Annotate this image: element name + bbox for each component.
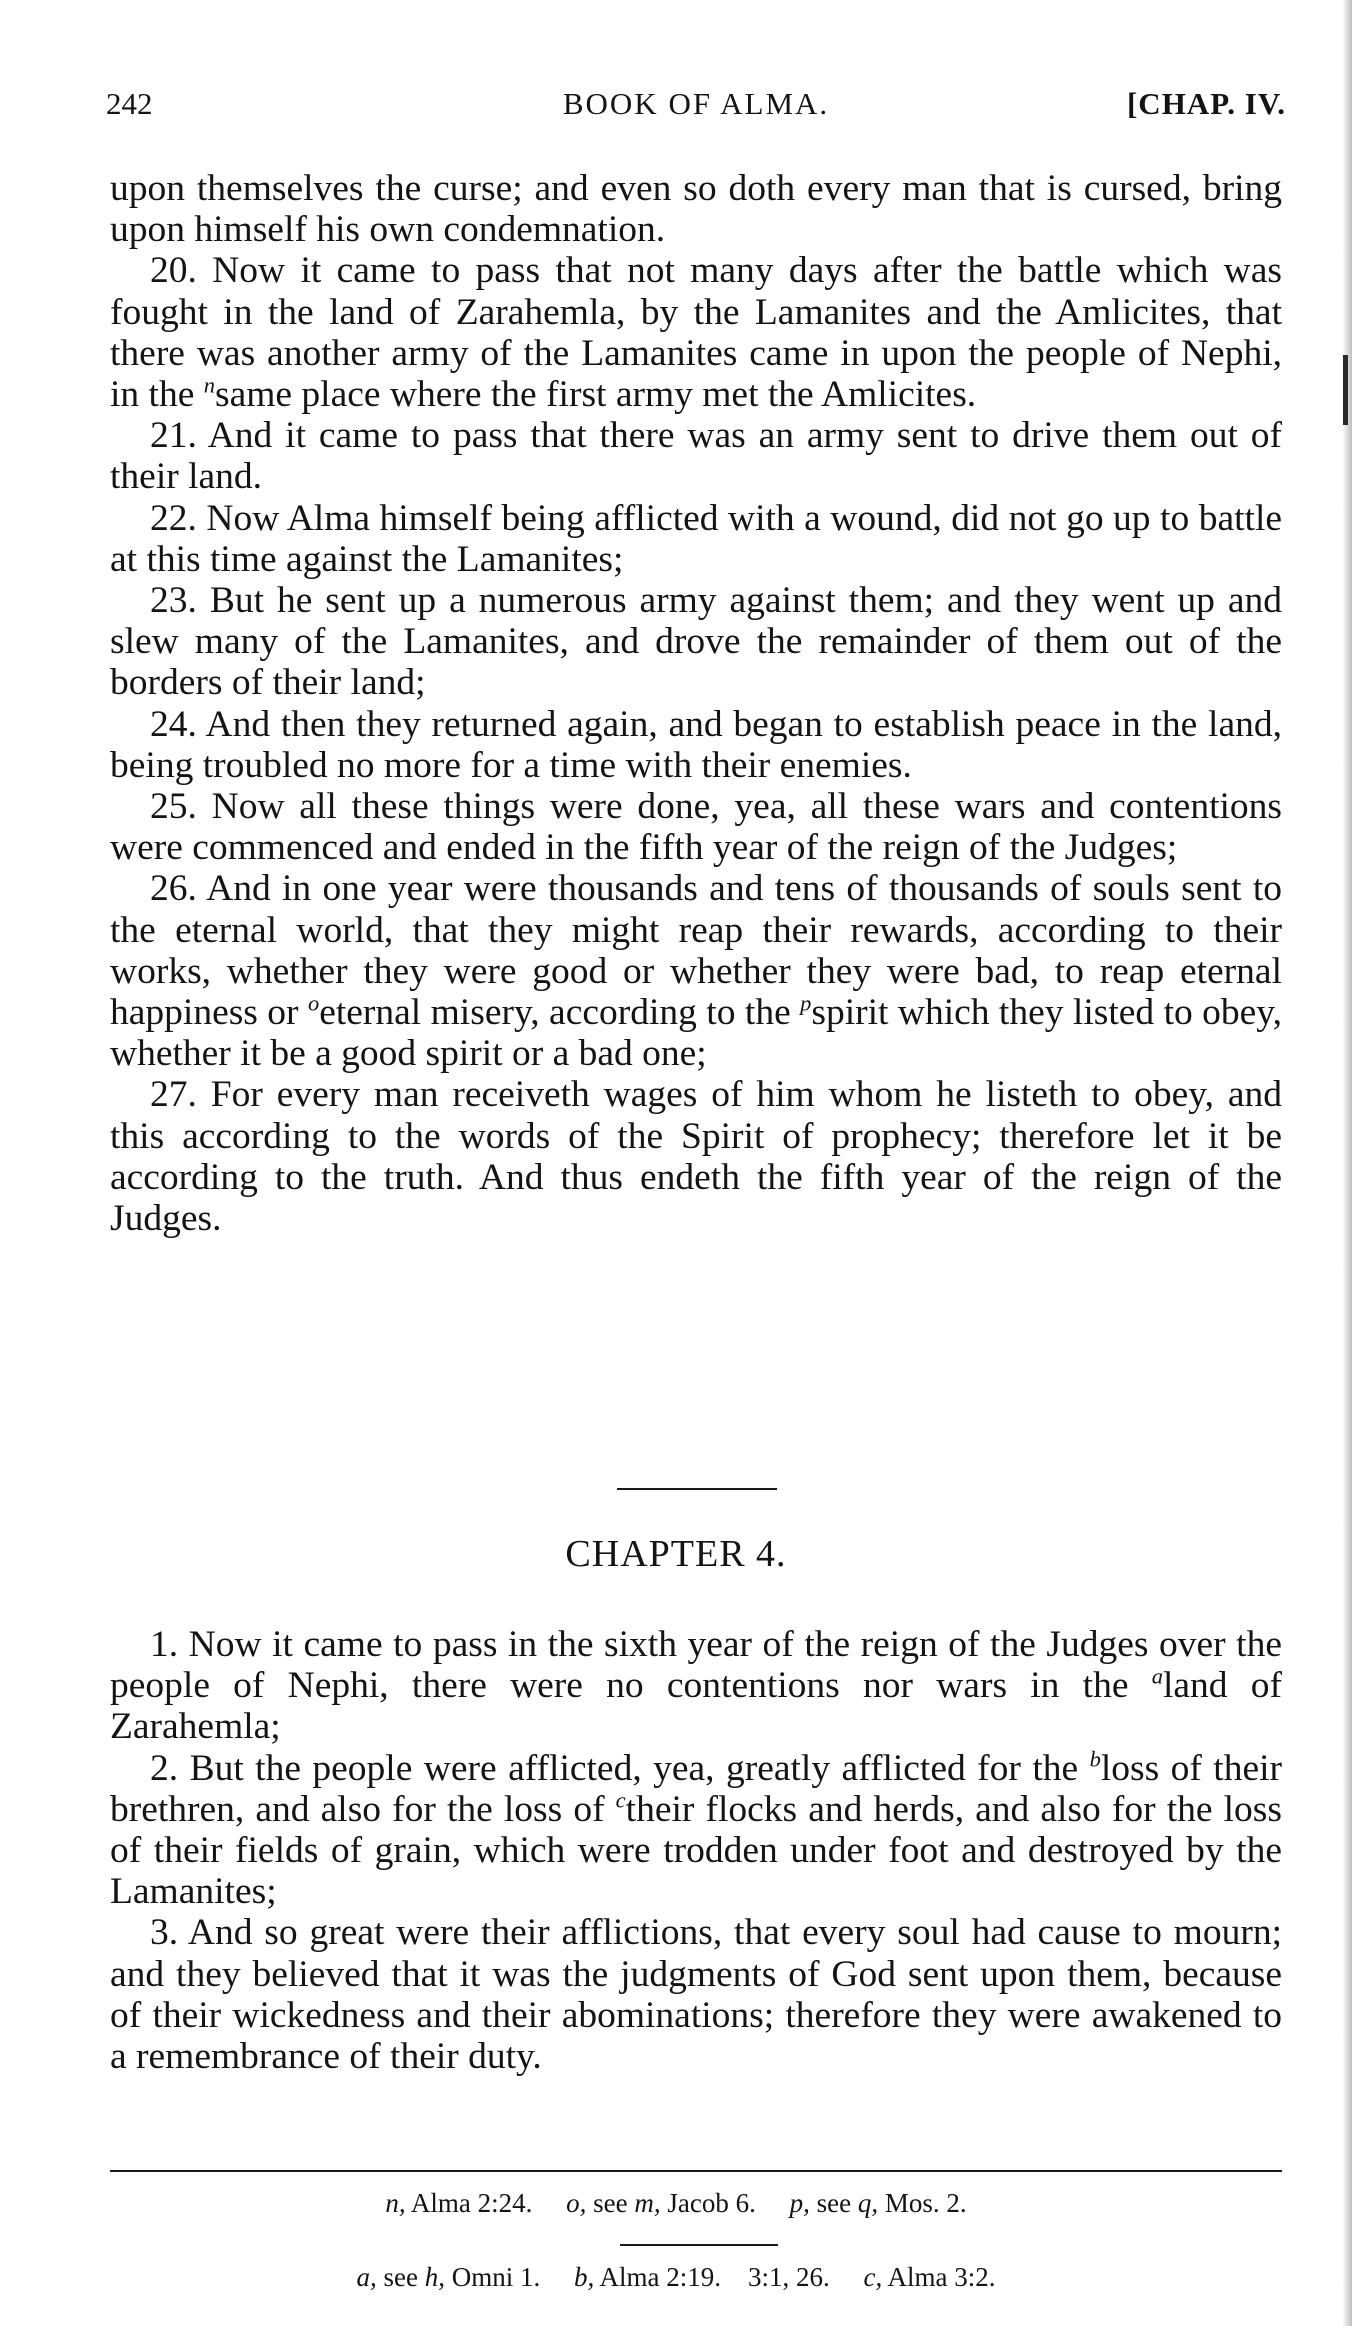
verse-19-tail: upon themselves the curse; and even so doth every man that is cursed, bring upon himself his own condemnation.	[110, 168, 1282, 251]
page-number: 242	[106, 86, 153, 121]
binding-mark	[1343, 355, 1348, 425]
chapter-heading: CHAPTER 4.	[565, 1533, 787, 1575]
verse-26: 26. And in one year were thousands and tens of thousands of souls sent to the eternal world, that they might reap their rewards, according to their works, whether they were good or whether they were bad, to reap eternal happiness or $^o$eternal misery, according to the $^p$spirit which they listed to obey, whether it be a good spirit or a bad one;	[110, 868, 1282, 1075]
verse-20: 20. Now it came to pass that not many days after the battle which was fought in the land of Zarahemla, by the Lamanites and the Amlicites, that there was another army of the Lamanites came in upon the people of Nephi, in the $^n$same place where the first army met the Amlicites.	[110, 250, 1282, 416]
footnote: n, Alma 2:24.	[385, 2188, 533, 2218]
footnote-divider	[620, 2244, 778, 2246]
page-edge-shadow	[1342, 0, 1352, 2326]
footnotes-line-1	[0, 2188, 1352, 2219]
footnote: o, see m, Jacob 6.	[566, 2188, 756, 2218]
footnote-marker: a	[1151, 1663, 1163, 1689]
footnotes-line-2	[0, 2262, 1352, 2293]
running-header	[106, 86, 1286, 130]
verse-number: 26.	[150, 868, 197, 910]
verse-23: 23. But he sent up a numerous army against them; and they went up and slew many of the Lamanites, and drove the remainder of them out of the borders of their land;	[110, 580, 1283, 704]
verse-number: 3.	[150, 1912, 179, 1954]
verse-number: 27.	[150, 1074, 197, 1116]
footnote: p, see q, Mos. 2.	[789, 2188, 967, 2218]
verse-21: 21. And it came to pass that there was an army sent to drive them out of their land.	[110, 415, 1282, 498]
chapter-reference: [CHAP. IV.	[1126, 86, 1286, 121]
verse-number: 25.	[150, 786, 197, 828]
verse-27: 27. For every man receiveth wages of him whom he listeth to obey, and this according to the words of the Spirit of prophecy; therefore let it be according to the truth. And thus endeth the fifth year of the reign of the Judges.	[110, 1074, 1283, 1240]
verse-number: 1.	[150, 1624, 179, 1665]
previous-chapter-text	[110, 168, 1282, 1239]
footnote: c, Alma 3:2.	[863, 2262, 996, 2292]
verse-24: 24. And then they returned again, and began to establish peace in the land, being troubled no more for a time with their enemies.	[110, 703, 1282, 786]
footnote-marker: c	[615, 1787, 626, 1813]
chapter-4-text	[110, 1624, 1282, 2077]
book-title: BOOK OF ALMA.	[562, 86, 830, 121]
footnote-marker: b	[1089, 1746, 1101, 1772]
verse-3: 3. And so great were their afflictions, that every soul had cause to mourn; and they believed that it was the judgments of God sent upon them, because of their wickedness and their abominations; therefore they were awakened to a remembrance of their duty.	[110, 1912, 1282, 2078]
verse-number: 23.	[150, 580, 197, 622]
verse-number: 22.	[150, 497, 197, 539]
section-divider	[617, 1488, 777, 1490]
footnote-marker: p	[800, 990, 812, 1016]
verse-number: 20.	[150, 250, 197, 292]
footnote-marker: n	[203, 372, 215, 398]
verse-number: 21.	[150, 415, 197, 457]
verse-2: 2. But the people were afflicted, yea, greatly afflicted for the $^b$loss of their brethren, and also for the loss of $^c$their flocks and herds, and also for the loss of their fields of grain, which were trodden under foot and destroyed by the Lamanites;	[110, 1746, 1282, 1913]
footnote-marker: o	[307, 990, 320, 1016]
verse-25: 25. Now all these things were done, yea, all these wars and contentions were commenced and ended in the fifth year of the reign of the Judges;	[110, 786, 1283, 869]
verse-number: 2.	[150, 1747, 179, 1789]
footnote: a, see h, Omni 1.	[356, 2262, 541, 2292]
verse-number: 24.	[150, 703, 197, 745]
footnote-rule	[110, 2170, 1282, 2172]
footnote: b, Alma 2:19. 3:1, 26.	[573, 2262, 830, 2292]
verse-1: 1. Now it came to pass in the sixth year of the reign of the Judges over the people of Nephi, there were no contentions nor wars in the $^a$land of Zarahemla;	[110, 1624, 1282, 1748]
verse-22: 22. Now Alma himself being afflicted with a wound, did not go up to battle at this time against the Lamanites;	[110, 497, 1283, 580]
